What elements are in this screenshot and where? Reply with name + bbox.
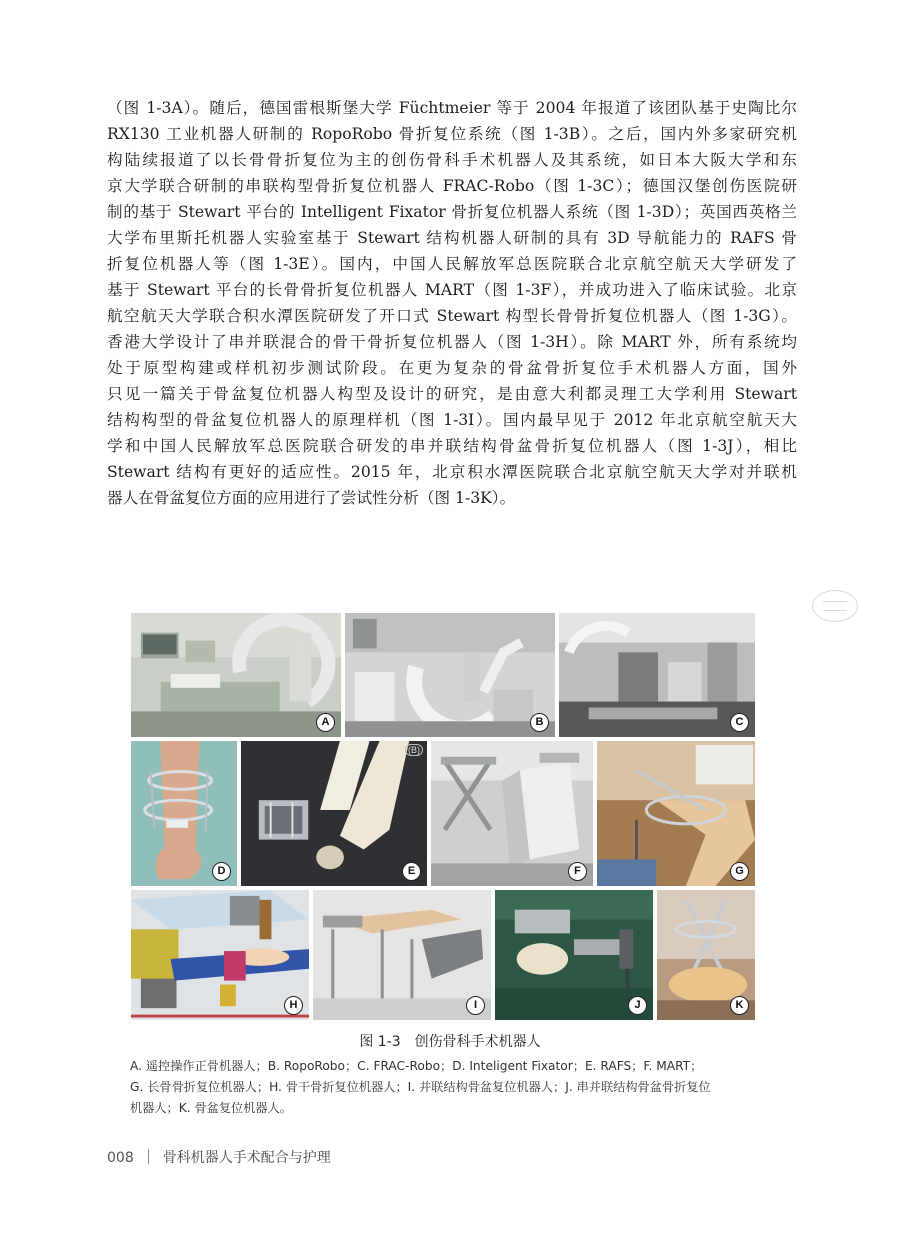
body-line: 折复位机器人等（图 1-3E）。国内，中国人民解放军总医院联合北京航空航天大学研发了 — [107, 255, 797, 273]
figure-panel-e — [240, 740, 428, 887]
body-line: 大学布里斯托机器人实验室基于 Stewart 结构机器人研制的具有 3D 导航能力的 RAFS 骨 — [107, 229, 797, 247]
figure-panel-c — [558, 612, 756, 738]
panel-label-k: K — [730, 996, 749, 1015]
figure-panel-i — [312, 889, 492, 1021]
caption-line: 机器人；K. 骨盆复位机器人。 — [130, 1101, 292, 1115]
body-line: 处于原型构建或样机初步测试阶段。在更为复杂的骨盆骨折复位手术机器人方面，国外 — [107, 359, 797, 377]
figure-caption-title: 图 1-3 创伤骨科手术机器人 — [359, 1034, 541, 1050]
panel-h-image — [131, 890, 309, 1020]
panel-label-d: D — [212, 862, 231, 881]
panel-label-f: F — [568, 862, 587, 881]
body-line: 结构构型的骨盆复位机器人的原理样机（图 1-3I）。国内最早见于 2012 年北京航空航天大 — [107, 411, 797, 429]
body-line: 制的基于 Stewart 平台的 Intelligent Fixator 骨折复位机器人系统（图 1-3D）；英国西英格兰 — [107, 203, 797, 221]
page-number: 008 — [107, 1150, 134, 1166]
panel-label-b: B — [530, 713, 549, 732]
panel-f-image — [431, 741, 593, 886]
figure-panel-f — [430, 740, 594, 887]
panel-i-image — [313, 890, 491, 1020]
figure-panel-g — [596, 740, 756, 887]
footer-divider — [148, 1149, 149, 1164]
page-footer — [107, 1147, 331, 1167]
body-text — [107, 95, 797, 511]
body-line: 基于 Stewart 平台的长骨骨折复位机器人 MART（图 1-3F），并成功进入了临床试验。北京 — [107, 281, 797, 299]
panel-a-image — [131, 613, 341, 737]
figure-panel-d — [130, 740, 238, 887]
panel-label-g: G — [730, 862, 749, 881]
panel-e-image — [241, 741, 427, 886]
panel-b-image — [345, 613, 555, 737]
body-line: （图 1-3A）。随后，德国雷根斯堡大学 Füchtmeier 等于 2004 年报道了该团队基于史陶比尔 — [107, 99, 797, 117]
panel-c-image — [559, 613, 755, 737]
body-line: 学和中国人民解放军总医院联合研发的串并联结构骨盆骨折复位机器人（图 1-3J），相比 — [107, 437, 797, 455]
figure-caption-body — [130, 1056, 770, 1119]
body-line: 京大学联合研制的串联构型骨折复位机器人 FRAC-Robo（图 1-3C）；德国汉堡创伤医院研 — [107, 177, 797, 195]
watermark-seal-icon — [812, 590, 858, 622]
panel-label-a: A — [316, 713, 335, 732]
panel-g-image — [597, 741, 755, 886]
panel-e-top-label: (B) — [405, 744, 423, 756]
body-line: RX130 工业机器人研制的 RopoRobo 骨折复位系统（图 1-3B）。之后，国内外多家研究机 — [107, 125, 797, 143]
caption-line: A. 遥控操作正骨机器人；B. RopoRobo；C. FRAC-Robo；D. Inteligent Fixator；E. RAFS；F. MART； — [130, 1059, 703, 1073]
panel-label-c: C — [730, 713, 749, 732]
figure-panel-a — [130, 612, 342, 738]
body-line: 只见一篇关于骨盆复位机器人构型及设计的研究，是由意大利都灵理工大学利用 Stewart — [107, 385, 797, 403]
body-line: 航空航天大学联合积水潭医院研发了开口式 Stewart 构型长骨骨折复位机器人（图 1-3G）。 — [107, 307, 797, 325]
body-line: 器人在骨盆复位方面的应用进行了尝试性分析（图 1-3K）。 — [107, 489, 516, 507]
panel-label-e: E — [402, 862, 421, 881]
body-line: 香港大学设计了串并联混合的骨干骨折复位机器人（图 1-3H）。除 MART 外，所有系统均 — [107, 333, 797, 351]
figure-panel-b — [344, 612, 556, 738]
figure-panel-k — [656, 889, 756, 1021]
book-title: 骨科机器人手术配合与护理 — [162, 1150, 331, 1166]
body-line: Stewart 结构有更好的适应性。2015 年，北京积水潭医院联合北京航空航天大学对并联机 — [107, 463, 797, 481]
figure-panel-j — [494, 889, 654, 1021]
caption-line: G. 长骨骨折复位机器人；H. 骨干骨折复位机器人；I. 并联结构骨盆复位机器人；J. 串并联结构骨盆骨折复位 — [130, 1080, 711, 1094]
panel-label-i: I — [466, 996, 485, 1015]
panel-label-h: H — [284, 996, 303, 1015]
figure-panel-h — [130, 889, 310, 1021]
panel-label-j: J — [628, 996, 647, 1015]
body-line: 构陆续报道了以长骨骨折复位为主的创伤骨科手术机器人及其系统，如日本大阪大学和东 — [107, 151, 797, 169]
